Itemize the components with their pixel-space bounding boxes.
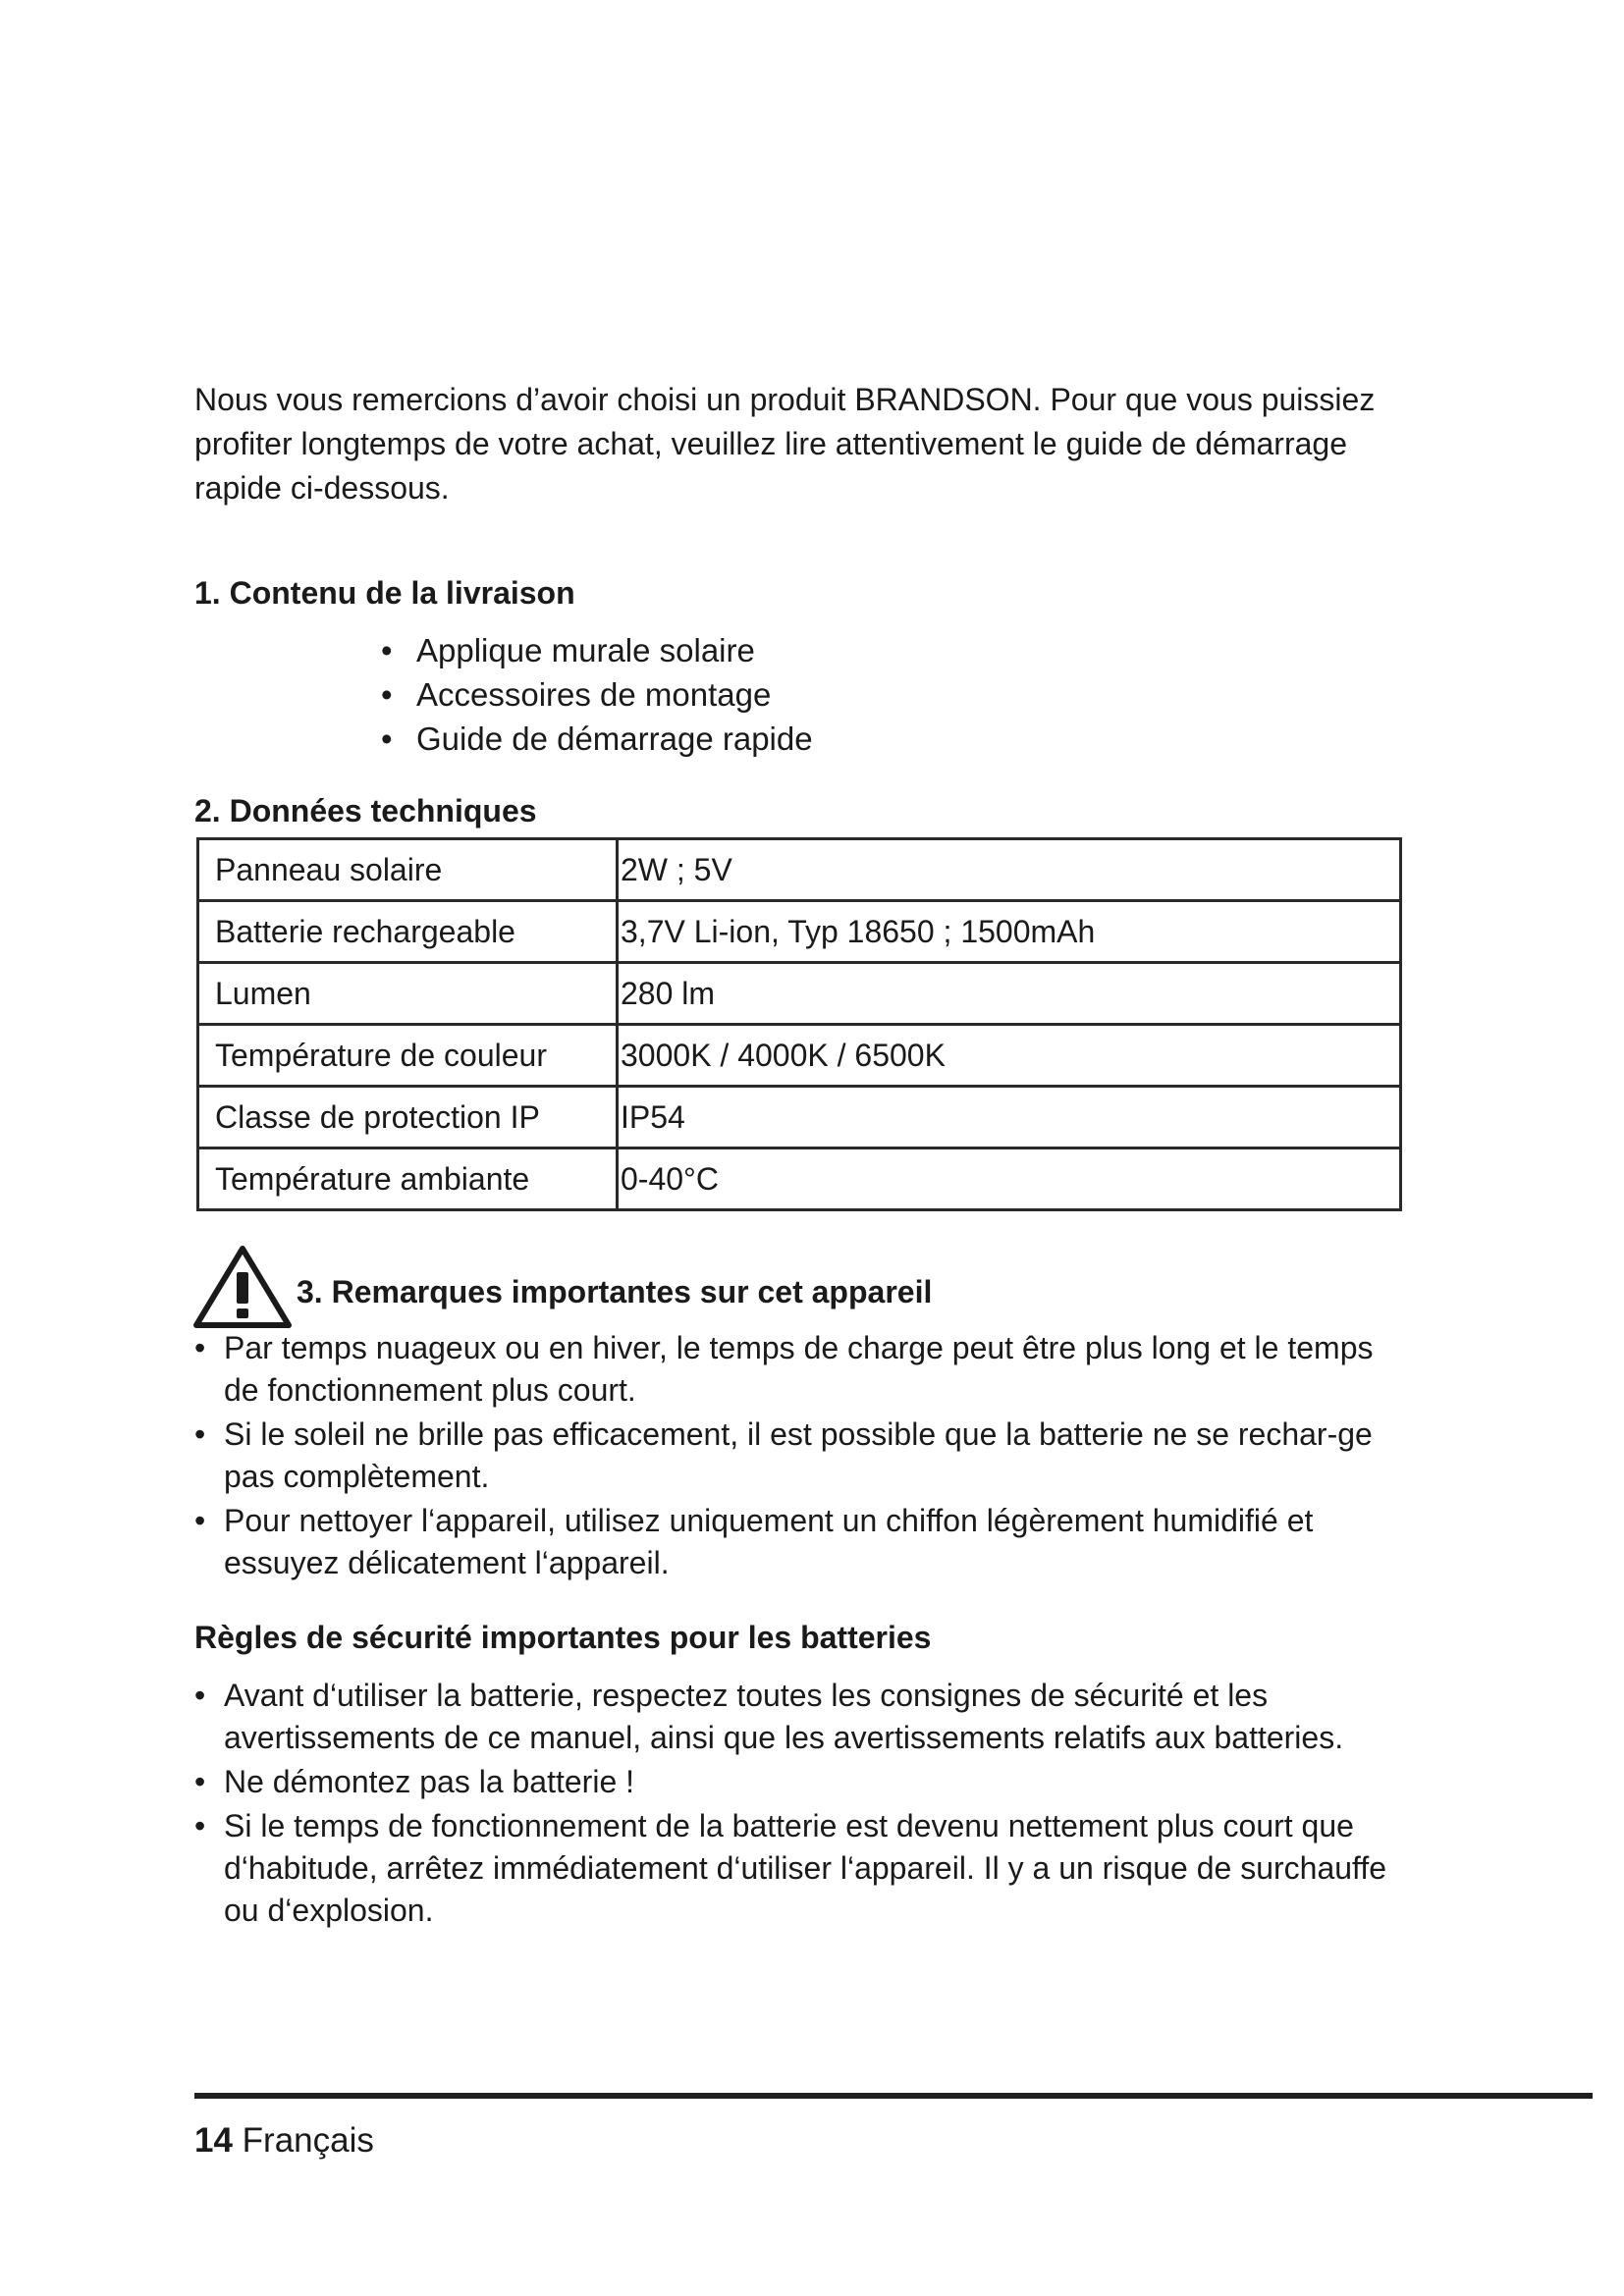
list-item: • Avant d‘utiliser la batterie, respectez toutes les consignes de sécurité et les avertissements de ce manuel, ainsi que les avertissements relatifs aux batteries. xyxy=(194,1675,1412,1759)
section-battery-heading: Règles de sécurité importantes pour les batteries xyxy=(194,1620,932,1655)
list-item: • Guide de démarrage rapide xyxy=(381,717,813,761)
list-item: • Par temps nuageux ou en hiver, le temps de charge peut être plus long et le temps de fonctionnement plus court. xyxy=(194,1327,1412,1412)
spec-value: 3000K / 4000K / 6500K xyxy=(618,1025,1401,1087)
list-item: • Si le temps de fonctionnement de la batterie est devenu nettement plus court que d‘habitude, arrêtez immédiatement d‘utiliser l‘appareil. Il y a un risque de surchauffe ou d‘explosion. xyxy=(194,1805,1412,1932)
specs-table xyxy=(196,837,1402,1211)
list-item: • Applique murale solaire xyxy=(381,628,813,672)
table-row xyxy=(198,1025,1401,1087)
list-item: • Si le soleil ne brille pas efficacement, il est possible que la batterie ne se rechar-ge pas complètement. xyxy=(194,1414,1412,1498)
footer-language: Français xyxy=(242,2121,374,2160)
intro-paragraph: Nous vous remercions d’avoir choisi un produit BRANDSON. Pour que vous puissiez profiter longtemps de votre achat, veuillez lire attentivement le guide de démarrage rapide ci-dessous. xyxy=(194,382,1376,506)
spec-value: 3,7V Li-ion, Typ 18650 ; 1500mAh xyxy=(618,901,1401,963)
spec-label: Température ambiante xyxy=(198,1148,618,1210)
list-item: • Ne démontez pas la batterie ! xyxy=(194,1761,1412,1803)
spec-value: 280 lm xyxy=(618,963,1401,1025)
warning-triangle-icon xyxy=(192,1245,293,1329)
section-specs-heading: 2. Données techniques xyxy=(194,793,537,828)
list-item: • Pour nettoyer l‘appareil, utilisez uniquement un chiffon légèrement humidifié et essuyez délicatement l‘appareil. xyxy=(194,1500,1412,1584)
battery-rules-list xyxy=(194,1675,1412,1934)
section-remarks-heading: 3. Remarques importantes sur cet appareil xyxy=(297,1274,933,1309)
spec-label: Lumen xyxy=(198,963,618,1025)
spec-label: Batterie rechargeable xyxy=(198,901,618,963)
table-row xyxy=(198,901,1401,963)
spec-value: 0-40°C xyxy=(618,1148,1401,1210)
footer-divider xyxy=(194,2093,1593,2099)
spec-value: IP54 xyxy=(618,1087,1401,1148)
section-delivery-heading: 1. Contenu de la livraison xyxy=(194,575,575,611)
remarks-list xyxy=(194,1327,1412,1586)
spec-label: Classe de protection IP xyxy=(198,1087,618,1148)
table-row xyxy=(198,1087,1401,1148)
page-footer xyxy=(194,2120,374,2162)
list-item: • Accessoires de montage xyxy=(381,672,813,717)
table-row xyxy=(198,963,1401,1025)
spec-value: 2W ; 5V xyxy=(618,839,1401,901)
spec-label: Panneau solaire xyxy=(198,839,618,901)
table-row xyxy=(198,839,1401,901)
page-number: 14 xyxy=(194,2121,233,2160)
table-row xyxy=(198,1148,1401,1210)
delivery-list xyxy=(381,628,813,761)
spec-label: Température de couleur xyxy=(198,1025,618,1087)
